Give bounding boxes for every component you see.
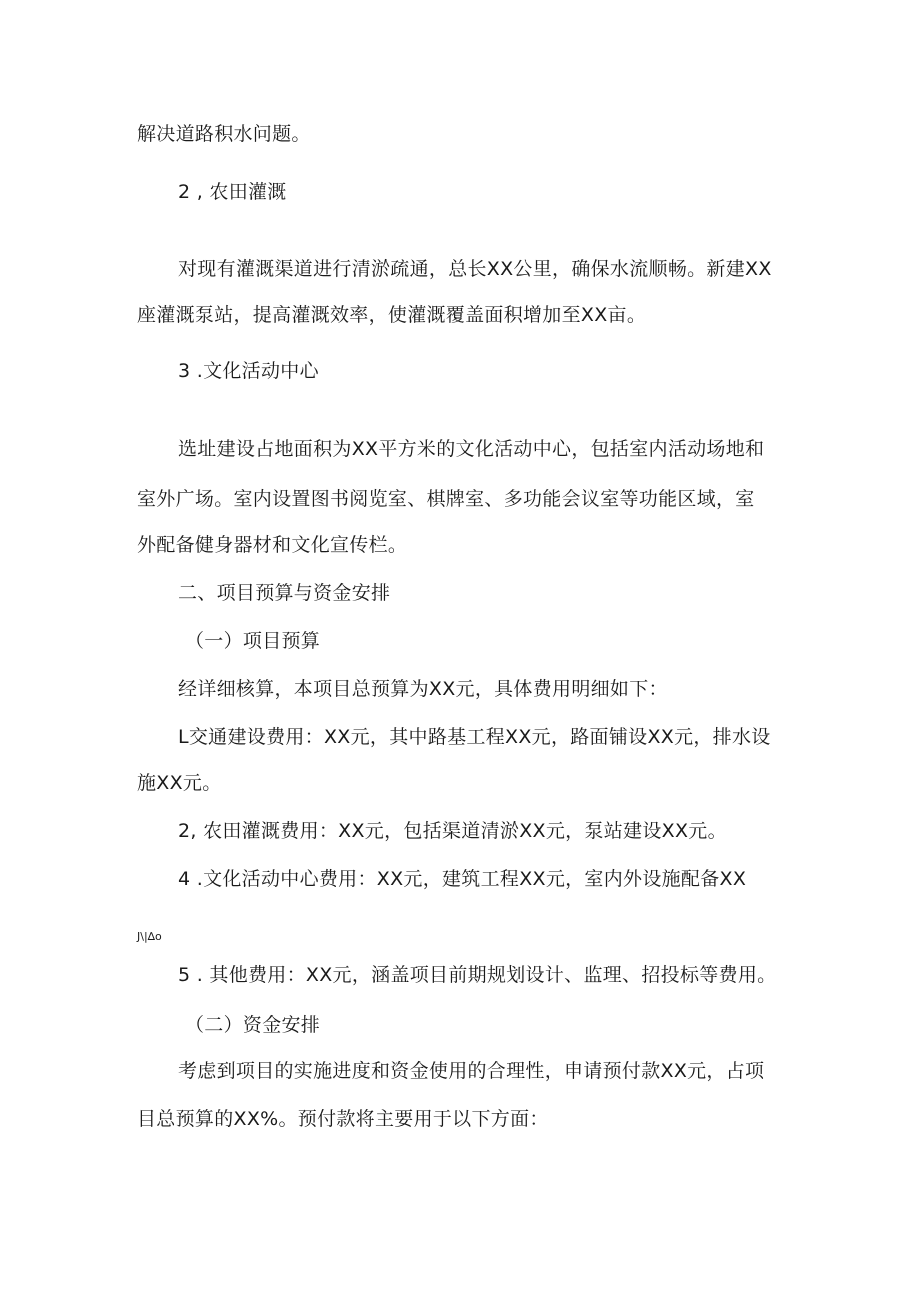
paragraph-line: 解决道路积水问题。 [137, 123, 311, 145]
paragraph-line: 外配备健身器材和文化宣传栏。 [137, 534, 408, 556]
subsection-heading: （二）资金安排 [185, 1014, 321, 1036]
list-item-line: 2, 农田灌溉费用：XX元，包括渠道清淤XX元，泵站建设XX元。 [178, 820, 727, 842]
paragraph-line: 座灌溉泵站，提高灌溉效率，使灌溉覆盖面积增加至XX亩。 [137, 304, 647, 326]
paragraph-line: 考虑到项目的实施进度和资金使用的合理性，申请预付款XX元，占项 [178, 1060, 765, 1082]
section-heading: 二、项目预算与资金安排 [178, 582, 391, 604]
list-item-line: 4 .文化活动中心费用：XX元，建筑工程XX元，室内外设施配备XX [178, 868, 747, 890]
list-item-line: 5 . 其他费用：XX元，涵盖项目前期规划设计、监理、招投标等费用。 [178, 964, 777, 986]
paragraph-line: 室外广场。室内设置图书阅览室、棋牌室、多功能会议室等功能区域，室 [137, 488, 755, 510]
ocr-fragment: J\|∆o [137, 930, 162, 943]
paragraph-line: 对现有灌溉渠道进行清淤疏通，总长XX公里，确保水流顺畅。新建XX [178, 258, 772, 280]
subsection-heading: 3 .文化活动中心 [178, 360, 319, 382]
list-item-line: 施XX元。 [137, 772, 222, 794]
subsection-heading: 2 , 农田灌溉 [178, 181, 287, 203]
list-item-line: L交通建设费用：XX元，其中路基工程XX元，路面铺设XX元，排水设 [178, 726, 771, 748]
subsection-heading: （一）项目预算 [185, 630, 321, 652]
paragraph-line: 选址建设占地面积为XX平方米的文化活动中心，包括室内活动场地和 [178, 438, 765, 460]
paragraph-line: 目总预算的XX%。预付款将主要用于以下方面： [137, 1108, 549, 1130]
paragraph-line: 经详细核算，本项目总预算为XX元，具体费用明细如下： [178, 678, 668, 700]
